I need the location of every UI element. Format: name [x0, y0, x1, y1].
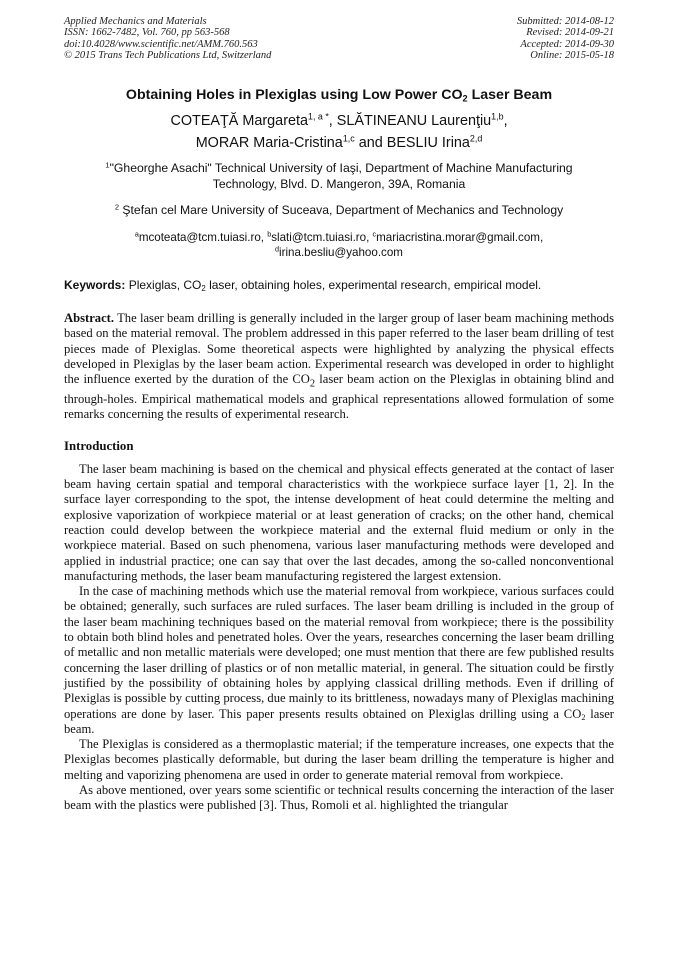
journal-info	[64, 16, 271, 61]
email-mark: b	[267, 229, 272, 239]
keywords-subscript: 2	[201, 284, 206, 294]
title-tail: Laser Beam	[467, 87, 553, 104]
affiliation-mark: 1	[105, 160, 110, 170]
title-main: Obtaining Holes in Plexiglas using Low Power CO	[125, 87, 463, 104]
author-affil-mark: 1, a *	[308, 111, 329, 122]
date-revised: Revised: 2014-09-21	[526, 27, 614, 39]
author-name: BESLIU Irina	[386, 135, 470, 152]
keywords-text: laser, obtaining holes, experimental research, empirical model.	[205, 278, 542, 293]
author-separator: ,	[328, 113, 337, 130]
abstract	[64, 311, 614, 423]
journal-header	[64, 16, 614, 61]
affiliation-2	[64, 202, 614, 218]
section-heading-introduction: Introduction	[64, 438, 134, 453]
author-affil-mark: 1,b	[491, 111, 504, 122]
abstract-subscript: 2	[309, 378, 316, 390]
email-mark: a	[134, 229, 139, 239]
keywords-label: Keywords:	[64, 278, 126, 293]
affiliation-text-line2: Technology, Blvd. D. Mangeron, 39A, Romania	[212, 177, 466, 192]
paragraph: As above mentioned, over years some scientific or technical results concerning the interaction of the laser beam with the plastics were published [3]. Thus, Romoli et al. highlighted the triangular	[64, 783, 614, 813]
author-emails	[64, 230, 614, 260]
affiliation-text: "Gheorghe Asachi" Technical University of Iaşi, Department of Machine Manufacturing	[109, 161, 573, 176]
keywords	[64, 277, 614, 293]
affiliation-text: Ştefan cel Mare University of Suceava, Department of Mechanics and Technology	[119, 203, 564, 218]
paragraph: The Plexiglas is considered as a thermoplastic material; if the temperature increases, one expects that the Plexiglas becomes plastically deformable, but during the laser beam drilling the temperature is higher and melting and vaporizing phenomena are used in order to generate material removal from workpiece.	[64, 737, 614, 782]
title-subscript: 2	[462, 93, 468, 104]
abstract-text: The laser beam drilling is generally included in the larger group of laser beam machining methods based on the material removal. The problem addressed in this paper referred to the laser beam drilling of test pieces made of Plexiglas. Some theoretical aspects were highlighted by analyzing the physical effects developed in Plexiglas by the laser beam action. Experimental research was developed in order to highlight the influence exerted by the duration of the CO	[64, 311, 614, 387]
author-separator: and	[354, 135, 387, 152]
author-affil-mark: 1,c	[342, 133, 355, 144]
paper-title	[64, 86, 614, 104]
abstract-text: laser beam action on the Plexiglas in obtaining blind and through-holes. Empirical mathematical models and graphical representations allowed formulation of some remarks concerning the results of experimental research.	[64, 372, 614, 422]
email-mark: c	[372, 229, 377, 239]
affiliation-1	[64, 160, 614, 192]
author-name: MORAR Maria-Cristina	[195, 135, 343, 152]
email-address: mariacristina.morar@gmail.com,	[376, 231, 544, 245]
abstract-label: Abstract.	[64, 311, 115, 326]
author-list	[64, 110, 614, 154]
paragraph-subscript: 2	[581, 712, 586, 722]
email-address: mcoteata@tcm.tuiasi.ro,	[138, 231, 268, 245]
date-online: Online: 2015-05-18	[530, 49, 614, 61]
email-address: slati@tcm.tuiasi.ro,	[271, 231, 373, 245]
email-mark: d	[275, 244, 280, 254]
affiliation-mark: 2	[114, 202, 120, 212]
paragraph-text: In the case of machining methods which use the material removal from workpiece, various surfaces could be obtained; generally, such surfaces are ruled surfaces. The laser beam drilling is included in the group of the laser beam machining techniques based on the material removal from workpiece; there is the possibility to obtain both blind holes and penetrated holes. Over the years, researches concerning the laser beam drilling of metallic and non metallic materials were developed; one must mention that there are few published results concerning the laser drilling of plastics or of non metallic material, in general. The situation could be firstly justified by the possibility of obtaining holes by applying classical drilling methods. Even if drilling of Plexiglas is possible by cutting process, due mainly to its brittleness, nowadays many of Plexiglas machining operations are done by laser. This paper presents results obtained on Plexiglas drilling using a CO	[64, 584, 614, 721]
author-affil-mark: 2,d	[469, 133, 483, 144]
keywords-text: Plexiglas, CO	[125, 278, 202, 293]
paragraph: The laser beam machining is based on the chemical and physical effects generated at the contact of laser beam having certain spatial and temporal characteristics with the workpiece surface layer [1, 2]. In the surface layer corresponding to the spot, the intense development of heat could determine the melting and explosive vaporization of workpiece material or at least generation of cracks; on the other hand, chemical reaction could develop between the workpiece material and the external fluid medium or only in the workpiece material. Based on such phenomena, various laser manufacturing methods were developed and applied in industrial practice; one can say that over the last decades, among the so-called nonconventional manufacturing methods, the laser beam manufacturing registered the largest extension.	[64, 461, 614, 583]
paragraph-text: laser beam.	[64, 706, 614, 736]
journal-issn: ISSN: 1662-7482, Vol. 760, pp 563-568	[64, 27, 230, 39]
email-address: irina.besliu@yahoo.com	[279, 246, 403, 260]
journal-copyright: © 2015 Trans Tech Publications Ltd, Switzerland	[64, 49, 272, 61]
paragraph	[64, 584, 614, 737]
journal-doi: doi:10.4028/www.scientific.net/AMM.760.563	[64, 38, 258, 50]
submission-dates	[517, 16, 614, 61]
author-name: SLĂTINEANU Laurenţiu	[336, 113, 492, 130]
author-separator: ,	[503, 113, 508, 130]
journal-name: Applied Mechanics and Materials	[64, 16, 207, 27]
date-submitted: Submitted: 2014-08-12	[516, 16, 614, 27]
date-accepted: Accepted: 2014-09-30	[520, 38, 614, 50]
author-name: COTEAŢĂ Margareta	[170, 113, 308, 130]
